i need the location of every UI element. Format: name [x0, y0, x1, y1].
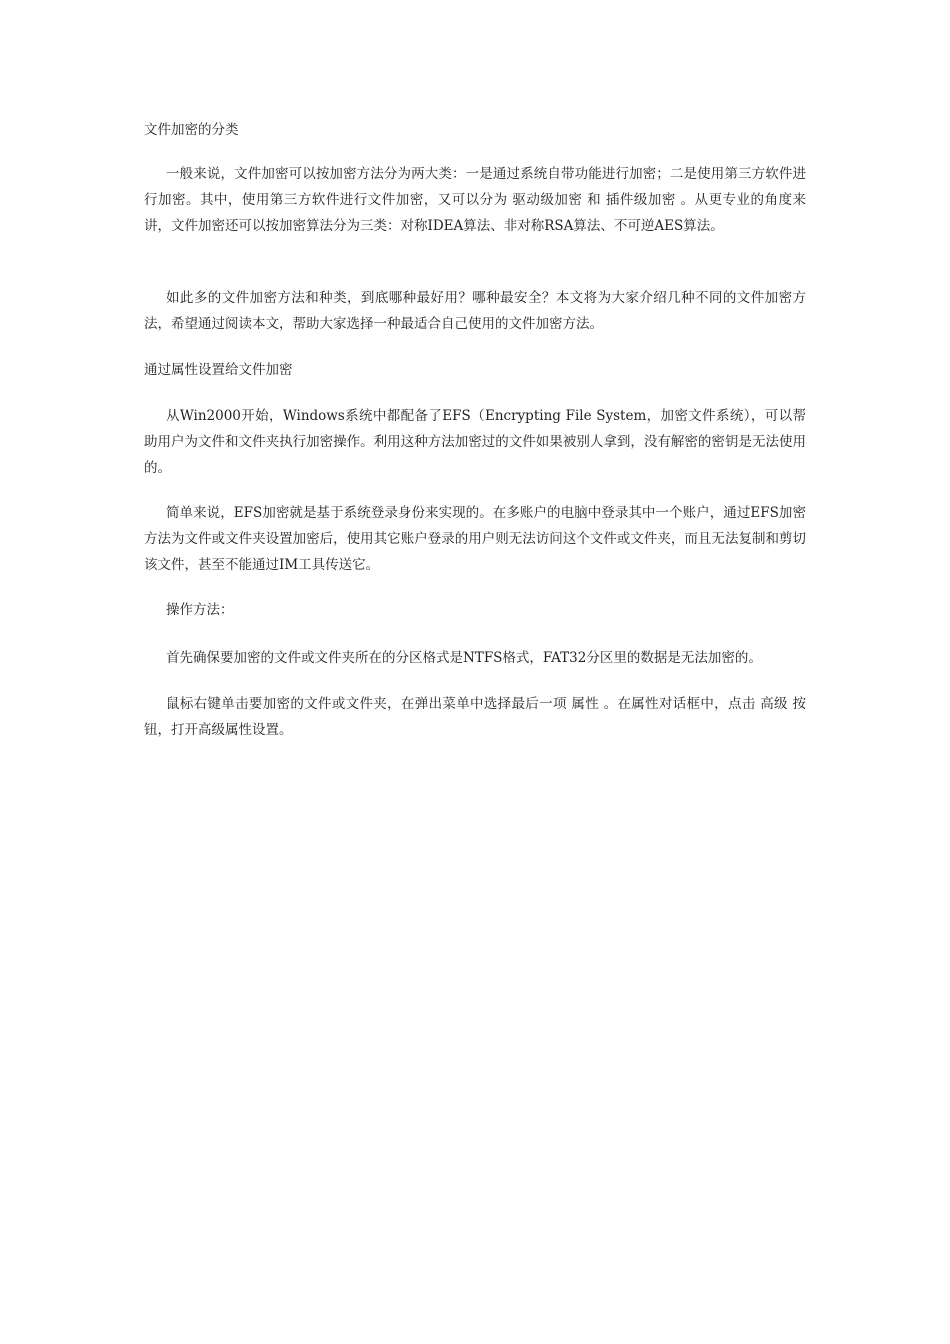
- label-operation-method: 操作方法：: [166, 602, 234, 618]
- paragraph-step-right-click: 鼠标右键单击要加密的文件或文件夹，在弹出菜单中选择最后一项 属性 。在属性对话框中，点击 高级 按钮，打开高级属性设置。: [144, 696, 806, 738]
- paragraph-encryption-types: 一般来说，文件加密可以按加密方法分为两大类：一是通过系统自带功能进行加密；二是使用第三方软件进行加密。其中，使用第三方软件进行文件加密，又可以分为 驱动级加密 和 插件级加密 。从更专业的角度来讲，文件加密还可以按加密算法分为三类：对称IDEA算法、非对称RSA算法、不可逆AES算法。: [144, 166, 806, 234]
- section-heading-properties-encryption: 通过属性设置给文件加密: [144, 362, 293, 378]
- paragraph-efs-intro: 从Win2000开始，Windows系统中都配备了EFS（Encrypting File System，加密文件系统），可以帮助用户为文件和文件夹执行加密操作。利用这种方法加密过的文件如果被别人拿到，没有解密的密钥是无法使用的。: [144, 408, 806, 476]
- section-heading-classification: 文件加密的分类: [144, 122, 239, 138]
- paragraph-efs-explanation: 简单来说，EFS加密就是基于系统登录身份来实现的。在多账户的电脑中登录其中一个账户，通过EFS加密方法为文件或文件夹设置加密后，使用其它账户登录的用户则无法访问这个文件或文件夹，而且无法复制和剪切该文件，甚至不能通过IM工具传送它。: [144, 505, 806, 573]
- paragraph-step-ntfs: 首先确保要加密的文件或文件夹所在的分区格式是NTFS格式，FAT32分区里的数据是无法加密的。: [166, 650, 762, 666]
- paragraph-introduction: 如此多的文件加密方法和种类，到底哪种最好用？哪种最安全？本文将为大家介绍几种不同的文件加密方法，希望通过阅读本文，帮助大家选择一种最适合自己使用的文件加密方法。: [144, 290, 806, 332]
